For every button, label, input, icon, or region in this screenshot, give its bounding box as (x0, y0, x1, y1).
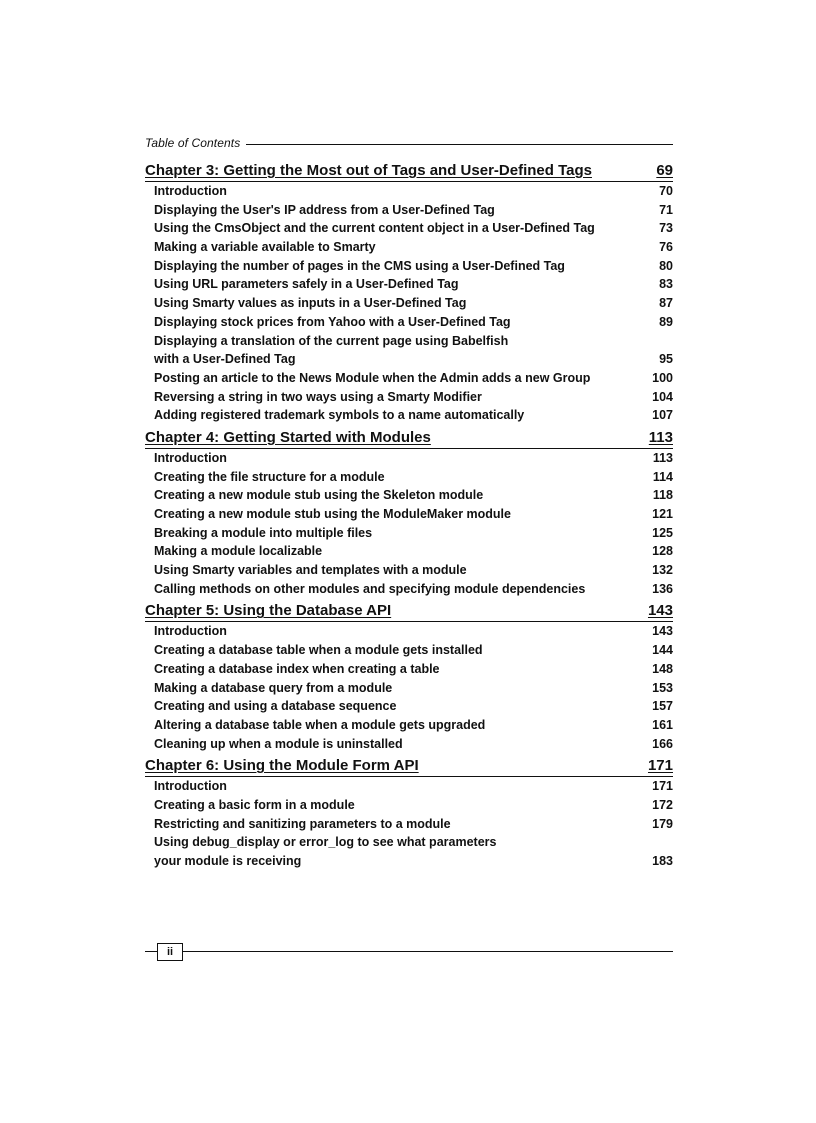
toc-entry[interactable] (145, 449, 673, 468)
toc-entry[interactable] (145, 542, 673, 561)
page-footer (145, 943, 673, 961)
entry-title: Creating a basic form in a module (154, 797, 355, 812)
entry-title: Using debug_display or error_log to see what parameters (154, 835, 497, 850)
running-header (145, 136, 673, 150)
entry-page: 157 (652, 699, 673, 714)
entry-page: 118 (652, 488, 673, 503)
entry-title: Using Smarty values as inputs in a User-Defined Tag (154, 296, 467, 311)
toc-entry[interactable] (145, 313, 673, 332)
entry-page: 76 (659, 240, 673, 255)
page-number: ii (157, 943, 183, 961)
chapter-page: 69 (656, 162, 673, 179)
toc-entry[interactable] (145, 257, 673, 276)
entry-title: Using URL parameters safely in a User-Defined Tag (154, 277, 459, 292)
chapter-section (145, 601, 673, 753)
entry-title: Making a variable available to Smarty (154, 240, 376, 255)
chapter-page: 113 (648, 428, 673, 446)
entry-page: 125 (652, 525, 673, 540)
entry-title: Creating a new module stub using the ModuleMaker module (154, 507, 511, 521)
toc-entry[interactable] (145, 716, 673, 735)
toc-entry[interactable] (145, 580, 673, 599)
entry-title: Introduction (154, 624, 227, 639)
toc-entry[interactable] (145, 505, 673, 524)
chapter-page: 171 (647, 757, 673, 775)
toc-entry[interactable] (145, 815, 673, 834)
entry-page: 121 (652, 507, 673, 521)
entry-title: Breaking a module into multiple files (154, 525, 373, 540)
entry-title: your module is receiving (154, 854, 302, 868)
toc-entry[interactable] (145, 796, 673, 815)
toc-entry[interactable] (145, 833, 673, 852)
toc-entry[interactable] (145, 350, 673, 369)
entry-title: Displaying the number of pages in the CMS using a User-Defined Tag (154, 258, 565, 273)
chapter-heading[interactable] (145, 428, 673, 449)
toc-entry[interactable] (145, 275, 673, 294)
entry-page: 179 (652, 816, 673, 831)
entry-page: 161 (652, 717, 673, 732)
chapter-section (145, 428, 673, 599)
toc-entry[interactable] (145, 622, 673, 641)
entry-title: Displaying a translation of the current page using Babelfish (154, 333, 509, 348)
toc-entry[interactable] (145, 679, 673, 698)
chapter-title: Chapter 5: Using the Database API (145, 602, 392, 620)
entry-page: 171 (652, 779, 673, 794)
entry-title: Adding registered trademark symbols to a name automatically (154, 408, 525, 423)
toc-entry[interactable] (145, 294, 673, 313)
entry-title: Making a module localizable (154, 544, 323, 559)
chapter-heading[interactable] (145, 756, 673, 777)
footer-rule-left (145, 951, 157, 952)
entry-title: Restricting and sanitizing parameters to a module (154, 816, 451, 831)
toc-entry[interactable] (145, 641, 673, 660)
entry-page: 132 (652, 563, 673, 578)
entry-page: 144 (652, 643, 673, 658)
toc-entry[interactable] (145, 388, 673, 407)
entry-title: Calling methods on other modules and specifying module dependencies (154, 581, 586, 596)
entry-title: Introduction (154, 450, 227, 465)
entry-page: 113 (652, 450, 673, 465)
entry-page: 183 (652, 854, 673, 868)
entry-page: 89 (659, 314, 673, 329)
entry-page: 128 (652, 544, 673, 559)
entry-title: Creating the file structure for a module (154, 469, 385, 484)
chapter-section (145, 161, 673, 425)
entry-page: 87 (659, 296, 673, 311)
entry-title: Creating a database index when creating a table (154, 661, 440, 676)
toc-entry[interactable] (145, 852, 673, 871)
entry-title: Reversing a string in two ways using a Smarty Modifier (154, 389, 482, 404)
entry-page: 100 (652, 370, 673, 385)
entry-page: 83 (659, 277, 673, 292)
entry-title: Using Smarty variables and templates with a module (154, 563, 467, 578)
entry-page: 148 (652, 661, 673, 676)
toc-entry[interactable] (145, 561, 673, 580)
toc-entry[interactable] (145, 201, 673, 220)
toc-entry[interactable] (145, 238, 673, 257)
entry-page: 71 (659, 202, 673, 217)
entry-page: 166 (652, 736, 673, 751)
entry-title: Displaying stock prices from Yahoo with a User-Defined Tag (154, 314, 511, 329)
entry-page: 70 (659, 184, 673, 198)
entry-page: 153 (652, 680, 673, 695)
header-label: Table of Contents (145, 136, 246, 150)
chapter-heading[interactable] (145, 601, 673, 622)
entry-page: 114 (652, 469, 673, 484)
toc-entry[interactable] (145, 660, 673, 679)
chapter-title: Chapter 3: Getting the Most out of Tags and User-Defined Tags (145, 162, 592, 179)
entry-title: Introduction (154, 184, 227, 198)
toc-entry[interactable] (145, 735, 673, 754)
entry-title: Cleaning up when a module is uninstalled (154, 736, 403, 751)
entry-page: 136 (652, 581, 673, 596)
entry-title: with a User-Defined Tag (154, 352, 296, 367)
chapter-page: 143 (647, 602, 673, 620)
toc-entry[interactable] (145, 777, 673, 796)
entry-title: Using the CmsObject and the current content object in a User-Defined Tag (154, 221, 595, 236)
entry-title: Creating a database table when a module gets installed (154, 643, 483, 658)
chapter-heading[interactable] (145, 161, 673, 182)
toc-entry[interactable] (145, 219, 673, 238)
table-of-contents (145, 161, 673, 874)
toc-entry[interactable] (145, 332, 673, 351)
toc-entry[interactable] (145, 697, 673, 716)
chapter-title: Chapter 6: Using the Module Form API (145, 757, 419, 775)
toc-entry[interactable] (145, 468, 673, 487)
entry-title: Creating a new module stub using the Skeleton module (154, 488, 484, 503)
entry-title: Displaying the User's IP address from a User-Defined Tag (154, 202, 495, 217)
chapter-section (145, 756, 673, 870)
toc-entry[interactable] (145, 524, 673, 543)
entry-page: 73 (659, 221, 673, 236)
entry-page: 95 (659, 352, 673, 367)
entry-title: Creating and using a database sequence (154, 699, 397, 714)
toc-entry[interactable] (145, 369, 673, 388)
entry-page: 107 (652, 408, 673, 423)
footer-rule-right (183, 951, 673, 952)
chapter-title: Chapter 4: Getting Started with Modules (145, 428, 431, 446)
entry-title: Making a database query from a module (154, 680, 393, 695)
entry-title: Altering a database table when a module gets upgraded (154, 717, 486, 732)
entry-page: 104 (652, 389, 673, 404)
entry-page: 80 (659, 258, 673, 273)
toc-entry[interactable] (145, 406, 673, 425)
toc-entry[interactable] (145, 486, 673, 505)
entry-title: Posting an article to the News Module when the Admin adds a new Group (154, 370, 591, 385)
entry-title: Introduction (154, 779, 227, 794)
entry-page: 143 (652, 624, 673, 639)
toc-entry[interactable] (145, 182, 673, 201)
entry-page: 172 (652, 797, 673, 812)
